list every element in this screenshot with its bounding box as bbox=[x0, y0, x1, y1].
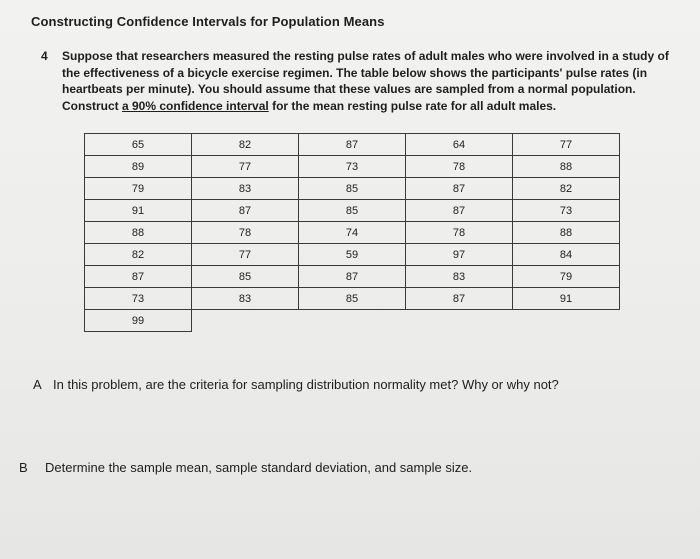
table-row bbox=[85, 156, 620, 178]
problem-text-underlined: a 90% confidence interval bbox=[122, 98, 269, 113]
table-cell: 74 bbox=[299, 222, 406, 244]
problem-text-after: for the mean resting pulse rate for all adult males. bbox=[268, 98, 557, 113]
table-cell: 73 bbox=[299, 156, 406, 178]
page-title: Constructing Confidence Intervals for Population Means bbox=[31, 14, 385, 29]
table-cell: 59 bbox=[299, 244, 406, 266]
table-row bbox=[85, 134, 620, 156]
table-cell: 82 bbox=[192, 134, 299, 156]
table-cell: 83 bbox=[192, 288, 299, 310]
table-cell: 87 bbox=[299, 266, 406, 288]
table-cell: 73 bbox=[85, 288, 192, 310]
part-a bbox=[33, 377, 683, 392]
table-cell: 87 bbox=[192, 200, 299, 222]
table-cell: 85 bbox=[299, 178, 406, 200]
table-cell: 87 bbox=[406, 288, 513, 310]
table-cell: 79 bbox=[513, 266, 620, 288]
table-cell: 87 bbox=[299, 134, 406, 156]
table-row bbox=[85, 200, 620, 222]
table-cell: 78 bbox=[406, 222, 513, 244]
table-cell: 88 bbox=[513, 222, 620, 244]
table-cell: 77 bbox=[192, 244, 299, 266]
table-row bbox=[85, 244, 620, 266]
table-cell: 78 bbox=[192, 222, 299, 244]
part-b bbox=[19, 460, 679, 475]
table-cell: 89 bbox=[85, 156, 192, 178]
table-cell: 99 bbox=[85, 310, 192, 332]
table-cell: 83 bbox=[192, 178, 299, 200]
table-cell: 64 bbox=[406, 134, 513, 156]
table-row bbox=[85, 288, 620, 310]
pulse-rate-table-body bbox=[85, 134, 620, 332]
table-cell: 87 bbox=[406, 200, 513, 222]
table-cell: 79 bbox=[85, 178, 192, 200]
table-cell: 91 bbox=[85, 200, 192, 222]
table-cell: 84 bbox=[513, 244, 620, 266]
table-cell: 87 bbox=[406, 178, 513, 200]
part-a-letter: A bbox=[33, 377, 42, 392]
table-row bbox=[85, 310, 620, 332]
table-cell: 82 bbox=[85, 244, 192, 266]
table-cell: 85 bbox=[192, 266, 299, 288]
table-row bbox=[85, 222, 620, 244]
part-a-text: In this problem, are the criteria for sampling distribution normality met? Why or why not? bbox=[53, 377, 559, 392]
table-cell: 65 bbox=[85, 134, 192, 156]
problem-statement bbox=[41, 48, 691, 114]
pulse-rate-table bbox=[84, 133, 620, 332]
part-b-text: Determine the sample mean, sample standard deviation, and sample size. bbox=[45, 460, 473, 475]
table-cell: 87 bbox=[85, 266, 192, 288]
table-cell: 78 bbox=[406, 156, 513, 178]
table-cell: 77 bbox=[192, 156, 299, 178]
table-cell: 88 bbox=[85, 222, 192, 244]
table-cell: 85 bbox=[299, 288, 406, 310]
part-b-letter: B bbox=[19, 460, 28, 475]
table-cell: 97 bbox=[406, 244, 513, 266]
table-cell: 77 bbox=[513, 134, 620, 156]
table-cell: 88 bbox=[513, 156, 620, 178]
problem-text bbox=[62, 48, 682, 114]
table-cell: 82 bbox=[513, 178, 620, 200]
table-cell: 73 bbox=[513, 200, 620, 222]
problem-number: 4 bbox=[41, 49, 48, 63]
table-cell: 91 bbox=[513, 288, 620, 310]
problem-text-before: Suppose that researchers measured the resting pulse rates of adult males who were involved in a study of the effectiveness of a bicycle exercise regimen. The table below shows the participants' pulse rates (in heartbeats per minute). You should assume that these values are sampled from a normal population. Construct bbox=[62, 49, 669, 113]
table-row bbox=[85, 178, 620, 200]
table-cell: 85 bbox=[299, 200, 406, 222]
table-cell: 83 bbox=[406, 266, 513, 288]
table-row bbox=[85, 266, 620, 288]
